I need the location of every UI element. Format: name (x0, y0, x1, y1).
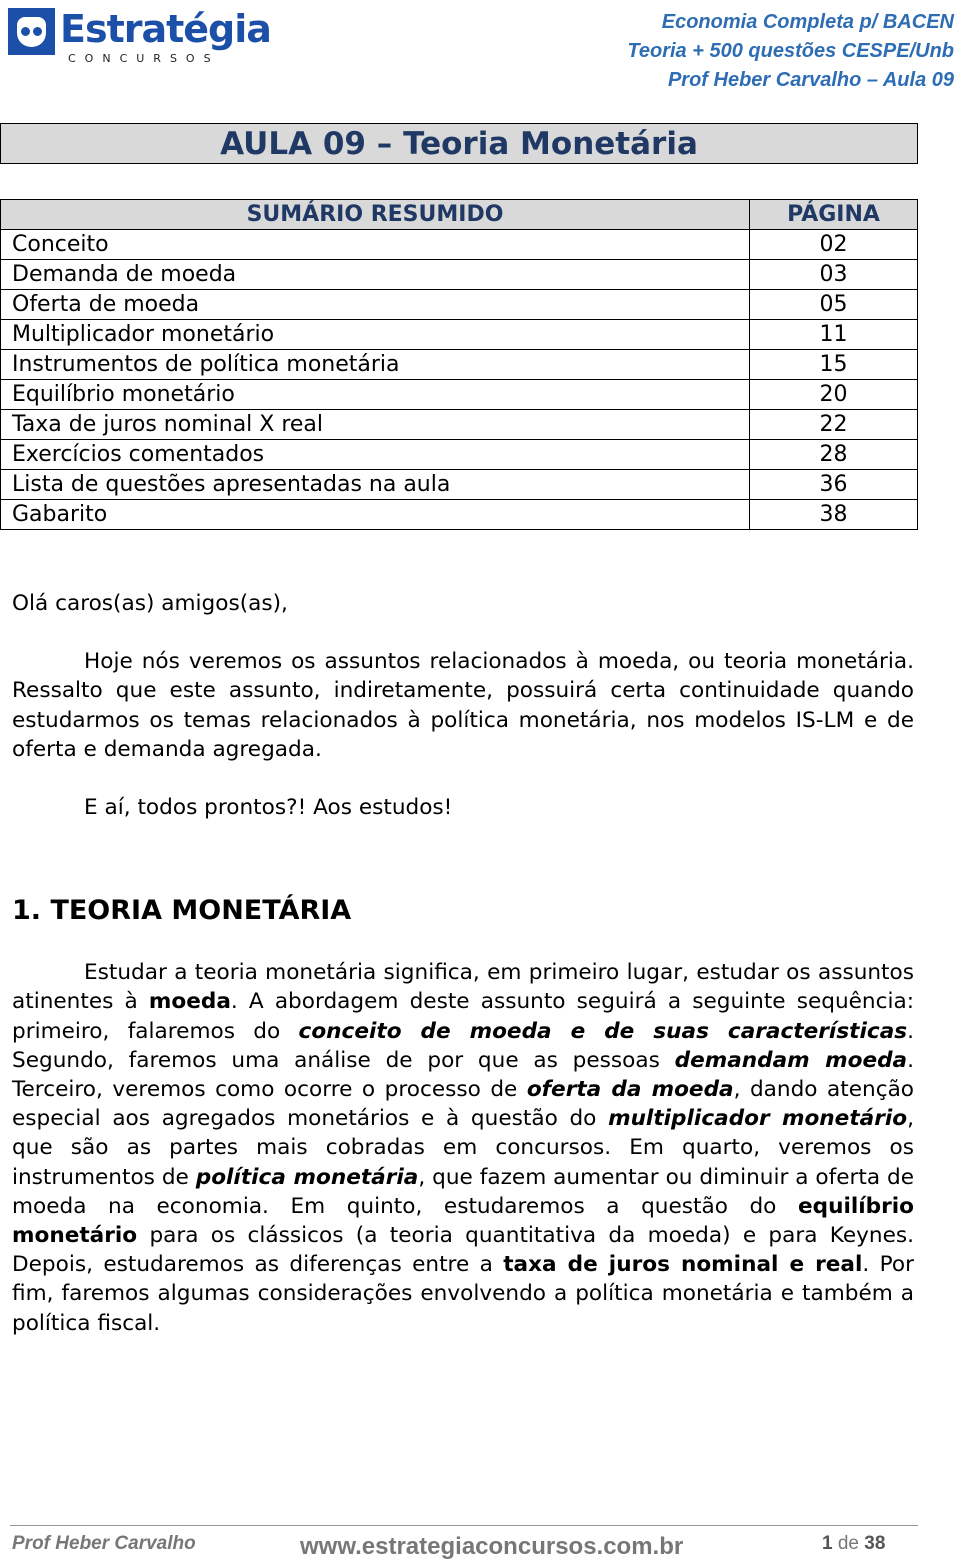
emphasis-text: taxa de juros nominal e real (503, 1252, 863, 1278)
summary-topic: Oferta de moeda (1, 290, 750, 320)
estrategia-logo (8, 6, 271, 65)
summary-row (1, 410, 918, 440)
header-line: Prof Heber Carvalho – Aula 09 (667, 69, 954, 91)
summary-page: 02 (750, 230, 918, 260)
summary-row (1, 290, 918, 320)
section-heading: 1. TEORIA MONETÁRIA (12, 895, 352, 927)
summary-row (1, 440, 918, 470)
summary-page: 22 (750, 410, 918, 440)
page-header: PÁGINA (750, 200, 918, 230)
emphasis-text: moeda (148, 989, 231, 1015)
emphasis-text: política monetária (195, 1164, 419, 1190)
text-segment: . Segundo, faremos uma análise de por que as pessoas (12, 1018, 914, 1073)
text-segment: Estudar a teoria monetária significa, em primeiro lugar, estudar os assuntos atinentes à (12, 960, 914, 1015)
body-text (12, 589, 914, 1338)
total-pages: 38 (864, 1533, 886, 1554)
summary-page: 28 (750, 440, 918, 470)
header-line: Economia Completa p/ BACEN (661, 11, 954, 33)
summary-row (1, 230, 918, 260)
owl-logo-icon (8, 8, 55, 55)
header-line: Teoria + 500 questões CESPE/Unb (627, 40, 954, 62)
summary-topic: Instrumentos de política monetária (1, 350, 750, 380)
summary-row (1, 260, 918, 290)
summary-row (1, 500, 918, 530)
summary-page: 36 (750, 470, 918, 500)
summary-table (0, 199, 918, 530)
footer-divider (10, 1525, 918, 1526)
summary-header: SUMÁRIO RESUMIDO (1, 200, 750, 230)
summary-row (1, 350, 918, 380)
emphasis-text: demandam moeda (674, 1047, 908, 1073)
cheer-paragraph: E aí, todos prontos?! Aos estudos! (84, 795, 453, 821)
text-segment: . Terceiro, veremos como ocorre o processo de (12, 1047, 914, 1103)
logo-name: Estratégia (60, 7, 271, 51)
intro-paragraph: Hoje nós veremos os assuntos relacionados à moeda, ou teoria monetária. Ressalto que este assunto, indiretamente, possuirá certa continuidade quando estudarmos os temas relacionados à política monetária, nos modelos IS-LM e de oferta e demanda agregada. (12, 649, 914, 762)
section-paragraph (12, 958, 914, 1338)
footer-url[interactable]: www.estrategiaconcursos.com.br (300, 1533, 684, 1560)
current-page: 1 (822, 1533, 833, 1554)
text-segment: , que são as partes mais cobradas em concursos. Em quarto, veremos os instrumentos de (12, 1106, 914, 1190)
summary-topic: Demanda de moeda (1, 260, 750, 290)
summary-topic: Gabarito (1, 500, 750, 530)
summary-topic: Exercícios comentados (1, 440, 750, 470)
document-header (627, 8, 954, 95)
summary-page: 38 (750, 500, 918, 530)
emphasis-text: multiplicador monetário (608, 1106, 908, 1132)
text-segment: . A abordagem deste assunto seguirá a seguinte sequência: primeiro, falaremos do (12, 989, 914, 1044)
summary-topic: Equilíbrio monetário (1, 380, 750, 410)
summary-page: 03 (750, 260, 918, 290)
lesson-title: AULA 09 – Teoria Monetária (0, 123, 918, 164)
summary-topic: Multiplicador monetário (1, 320, 750, 350)
emphasis-text: conceito de moeda e de suas características (298, 1018, 908, 1044)
summary-row (1, 380, 918, 410)
text-segment: , dando atenção especial aos agregados monetários e à questão do (12, 1077, 915, 1132)
summary-page: 15 (750, 350, 918, 380)
summary-row (1, 320, 918, 350)
text-segment: . Por fim, faremos algumas considerações envolvendo a política monetária e também a política fiscal. (12, 1252, 914, 1336)
summary-page: 05 (750, 290, 918, 320)
footer-page-number (822, 1533, 885, 1555)
summary-page: 11 (750, 320, 918, 350)
footer-author: Prof Heber Carvalho (12, 1533, 196, 1554)
summary-page: 20 (750, 380, 918, 410)
greeting: Olá caros(as) amigos(as), (12, 591, 288, 616)
emphasis-text: equilíbrio monetário (12, 1193, 914, 1249)
summary-row (1, 470, 918, 500)
summary-topic: Lista de questões apresentadas na aula (1, 470, 750, 500)
text-segment: , que fazem aumentar ou diminuir a oferta de moeda na economia. Em quinto, estudaremos a questão do (12, 1164, 915, 1219)
page-of: de (837, 1533, 859, 1554)
logo-sub: CONCURSOS (68, 52, 220, 65)
summary-topic: Conceito (1, 230, 750, 260)
text-segment: para os clássicos (a teoria quantitativa da moeda) e para Keynes. Depois, estudaremos as diferenças entre a (12, 1223, 914, 1278)
summary-topic: Taxa de juros nominal X real (1, 410, 750, 440)
emphasis-text: oferta da moeda (526, 1077, 734, 1103)
